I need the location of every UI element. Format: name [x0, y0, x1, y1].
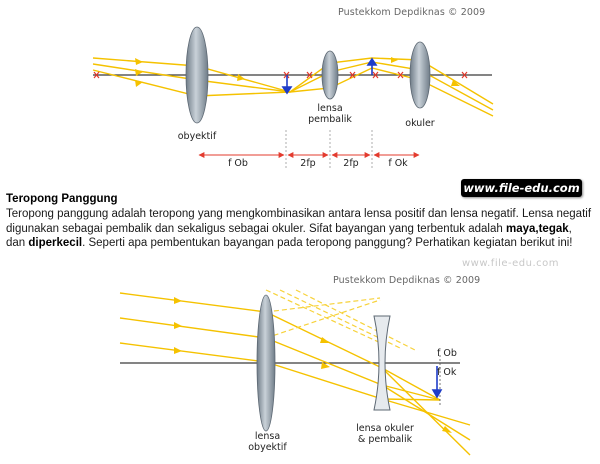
- dashed-extension-rays: [266, 290, 415, 350]
- label-objective-top: obyektif: [177, 131, 217, 142]
- faint-watermark: www.file-edu.com: [462, 258, 560, 269]
- concave-eyepiece-lens: [374, 316, 390, 410]
- section-paragraph: [6, 207, 594, 251]
- section-title: Teropong Panggung: [6, 193, 118, 205]
- paragraph-text-2: , dan: [6, 222, 572, 250]
- label-f-ob-bottom: f Ob: [437, 348, 457, 359]
- label-eyepiece-top: okuler: [405, 118, 435, 129]
- distance-label-f-ob: f Ob: [228, 158, 248, 169]
- eyepiece-lens: [410, 42, 430, 108]
- copyright-credit-top: Pustekkom Depdiknas © 2009: [338, 7, 486, 18]
- label-eyepiece-bottom: lensa okuler & pembalik: [356, 423, 414, 445]
- label-objective-bottom: lensa obyektif: [248, 431, 287, 453]
- distance-label-f-ok: f Ok: [388, 158, 408, 169]
- paragraph-bold-2: diperkecil: [28, 237, 83, 250]
- label-reversing-lens: lensa pembalik: [308, 103, 352, 125]
- website-watermark: www.file-edu.com: [461, 179, 582, 197]
- paragraph-bold-1: maya,tegak: [505, 222, 569, 235]
- reversing-lens: [322, 51, 338, 99]
- incoming-rays: [120, 293, 266, 362]
- objective-lens-bottom: [257, 295, 275, 431]
- distance-label-2fp-1: 2fp: [300, 158, 316, 169]
- label-f-ok-bottom: f Ok: [437, 367, 457, 378]
- top-telescope-diagram: [0, 0, 600, 200]
- distance-label-2fp-2: 2fp: [343, 158, 359, 169]
- copyright-credit-middle: Pustekkom Depdiknas © 2009: [333, 275, 481, 286]
- ray-arrowheads-bottom: [174, 297, 452, 433]
- paragraph-text-3: . Seperti apa pembentukan bayangan pada teropong panggung? Perhatikan kegiatan berikut ini!: [82, 237, 573, 250]
- objective-lens: [186, 27, 208, 123]
- light-rays: [93, 58, 493, 116]
- paragraph-text-1: Teropong panggung adalah teropong yang mengkombinasikan antara lensa positif dan lensa negatif. Lensa negatif digunakan sebagai pembalik dan sekaligus sebagai okuler. Sifat bayangan yang terbentuk adalah: [6, 208, 592, 235]
